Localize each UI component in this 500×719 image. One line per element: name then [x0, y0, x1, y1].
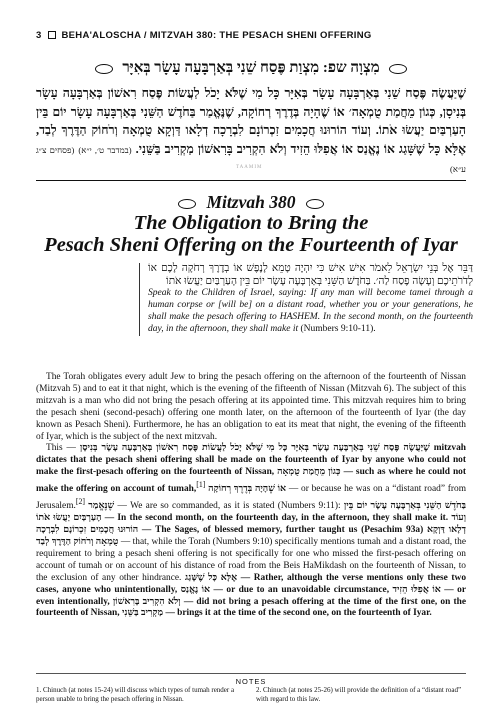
paragraph-2: This — שֶׁיַּעֲשֶׂה פֶּסַח שֵׁנִי בְּאַרְבָּעָה עָשָׂר בְּאִיָּר כָּל מִי שֶׁלֹּא יָכֹל לַעֲשׂוֹת פֶּסַח רִאשׁוֹן בְּאַרְבָּעָה עָשָׂר בְּנִיסָן mitzvah dictates that the pesach sheni offering shall be made on the fourteenth of Iyar by anyone who could not make the first-pesach offering on the fourteenth of Nissan, כְּגוֹן מֵחֲמַת טֻמְאָה — such as where he could not make the offering on account of tumah,[1] אוֹ שֶׁהָיָה בְּדֶרֶךְ רְחוֹקָה — or because he was on a “distant road” from Jerusalem.[2] שֶׁנֶּאֱמַר — We are so commanded, as it is stated (Numbers 9:11): בַּחֹדֶשׁ הַשֵּׁנִי בְּאַרְבָּעָה עָשָׂר יוֹם בֵּין הָעַרְבַּיִם יַעֲשׂוּ אֹתוֹ — In the second month, on the fourteenth day, in the afternoon, they shall make it. וְעוֹד הוֹרוּנוּ חֲכָמִים זִכְרוֹנָם לִבְרָכָה — The Sages, of blessed memory, further taught us (Pesachim 93a) דְלָאו דַּוְקָא טֻמְאָה וְרֹחוֹק הַדֶּרֶךְ לְבַד — that, while the Torah (Numbers 9:10) specifically mentions tumah and a distant road, the requirement to bring a pesach sheni offering is not specifically for one who missed the first-pesach offering on account of tumah or on account of his distance of road from the Beis HaMikdash on the fourteenth of Nissan, to the exclusion of any other hindrance. אֶלָּא כָּל שֶׁשָּׁגַג — Rather, although the verse mentions only these two cases, anyone who unintentionally, אוֹ נֶאֱנַס — or due to an unavoidable circumstance, אוֹ אֲפִלּוּ הֵזִיד — or even intentionally, וְלֹא הִקְרִיב בָּרִאשׁוֹן — did not bring a pesach offering at the time of the first one, on the fourteenth of Nissan, מַקְרִיב בַּשֵּׁנִי — brings it at the time of the second one, on the fourteenth of Iyar. [36, 443, 467, 619]
source-citation: (פסחים צ״ג ע״א) [36, 144, 466, 174]
text-run: — We are so commanded, as it is stated (Numbers 9:11): [117, 501, 341, 512]
ornament-icon [95, 64, 113, 74]
text-run: — such as where he could not make the offering on account of tumah, [36, 467, 466, 495]
title-line-2: Pesach Sheni Offering on the Fourteenth of Iyar [44, 234, 458, 256]
hebrew-phrase: וְלֹא הִקְרִיב בָּרִאשׁוֹן [112, 596, 181, 607]
ornament-icon [178, 199, 196, 209]
hebrew-phrase: בַּחֹדֶשׁ הַשֵּׁנִי בְּאַרְבָּעָה עָשָׂר יוֹם בֵּין הָעַרְבַּיִם יַעֲשׂוּ אֹתוֹ [36, 501, 467, 524]
text-run: This — [46, 443, 76, 454]
mitzvah-number-text: Mitzvah 380 [206, 192, 296, 212]
page-number: 3 [36, 30, 42, 41]
title-line-1: The Obligation to Bring the [133, 212, 369, 234]
hebrew-phrase: מַקְרִיב בַּשֵּׁנִי [121, 608, 164, 619]
mitzvah-title [36, 212, 466, 256]
hebrew-phrase: כְּגוֹן מֵחֲמַת טֻמְאָה [277, 467, 341, 478]
source-citation: (במדבר ט׳, י״א) [78, 144, 132, 155]
verse-english [148, 288, 473, 336]
ornament-icon [389, 64, 407, 74]
notes-heading: NOTES [36, 673, 466, 686]
hebrew-title-text: מִצְוָה שפ: מִצְוַת פֶּסַח שֵׁנִי בְּאַרְבָּעָה עָשָׂר בְּאִיָּר [122, 60, 380, 76]
mitzvah-number [36, 192, 466, 213]
note-1: 1. Chinuch (at notes 15-24) will discuss which types of tumah render a person unable to bring the pesach offering in Nissan. [36, 686, 235, 703]
text-run: — brings it at the time of the second one, on the fourteenth of Iyar. [165, 608, 432, 619]
verse-reference: (Numbers 9:10-11). [300, 323, 376, 334]
running-header [36, 30, 466, 41]
running-title: BEHA'ALOSCHA / MITZVAH 380: THE PESACH SHENI OFFERING [61, 30, 372, 41]
hebrew-phrase: וְעוֹד הוֹרוּנוּ חֲכָמִים זִכְרוֹנָם לִבְרָכָה [36, 513, 467, 536]
text-run: — In the second month, on the fourteenth day, in the afternoon, they shall make it. [104, 513, 449, 524]
verse-english-text: Speak to the Children of Israel, saying: If any man will become tamei through a human corpse or [will be] on a distant road, whether you or your generations, he shall make the pesach offering to HASHEM. In the second month, on the fourteenth day, in the afternoon, they shall make it [148, 288, 473, 334]
hebrew-phrase: שֶׁיַּעֲשֶׂה פֶּסַח שֵׁנִי בְּאַרְבָּעָה עָשָׂר בְּאִיָּר כָּל מִי שֶׁלֹּא יָכֹל לַעֲשׂוֹת פֶּסַח רִאשׁוֹן בְּאַרְבָּעָה עָשָׂר בְּנִיסָן [79, 443, 430, 454]
hebrew-phrase: אוֹ נֶאֱנַס [180, 584, 211, 595]
commentary-body [36, 372, 466, 620]
note-2: 2. Chinuch (at notes 25-26) will provide the definition of a “distant road” with regard to this law. [256, 686, 462, 703]
text-run: mitzvah dictates that the pesach sheni offering shall be made on the fourteenth of Iyar by anyone who could not make the first-pesach offering on the fourteenth of Nissan, [36, 443, 466, 478]
text-run: — or because he was on a “distant road” from Jerusalem. [36, 484, 466, 512]
divider [36, 180, 466, 181]
text-run: — or even intentionally, [36, 584, 467, 607]
notes-section [36, 686, 466, 704]
hebrew-phrase: אוֹ שֶׁהָיָה בְּדֶרֶךְ רְחוֹקָה [208, 484, 287, 495]
ornament-icon [306, 199, 324, 209]
paragraph-1: The Torah obligates every adult Jew to bring the pesach offering on the afternoon of the fourteenth of Nissan (Mitzvah 5) and to eat it that night, which is the evening of the fifteenth of Nissan (Mitzvah 6). The subject of this mitzvah is a man who did not bring the pesach offering at its appointed time. This mitzvah requires him to bring the pesach sheni (second-pesach) offering one month later, on the afternoon of the fourteenth of Iyar (the day known as Pesach Sheni). Furthermore, he has an obligation to eat its meat that night, the evening of the fifteenth of Iyar, which is the subject of the next mitzvah. [36, 372, 466, 442]
hebrew-paragraph: שֶׁיַּעֲשֶׂה פֶּסַח שֵׁנִי בְּאַרְבָּעָה עָשָׂר בְּאִיָּר כָּל מִי שֶׁלֹּא יָכֹל לַעֲשׂוֹת פֶּסַח רִאשׁוֹן בְּאַרְבָּעָה עָשָׂר בְּנִיסָן, כְּגוֹן מֵחֲמַת טֻמְאָה׳ אוֹ שֶׁהָיָה בְּדֶרֶךְ רְחוֹקָה, שֶׁנֶּאֱמַר בַּחֹדֶשׁ הַשֵּׁנִי בְּאַרְבָּעָה עָשָׂר יוֹם בֵּין הָעַרְבַּיִם יַעֲשׂוּ אֹתוֹ. וְעוֹד הוֹרוּנוּ חֲכָמִים זִכְרוֹנָם לִבְרָכָה דְלָאו דַּוְקָא טֻמְאָה וְרֹחוֹק הַדֶּרֶךְ לְבַד, אֶלָּא כָּל שֶׁשָּׁגַג אוֹ נֶאֱנַס אוֹ אֲפִלּוּ הֵזִיד וְלֹא הִקְרִיב בָּרִאשׁוֹן מַקְרִיב בַּשֵּׁנִי. [36, 86, 467, 156]
text-run: — that, while the Torah (Numbers 9:10) specifically mentions tumah and a distant road, the requirement to bring a pesach sheni offering is not specifically for one who missed the first-pesach offering on account of tumah or on account of his distance of road from the Beis HaMikdash on the fourteenth of Nissan, to the exclusion of any other hindrance. [36, 537, 467, 583]
verse-hebrew: דַּבֵּר אֶל בְּנֵי יִשְׂרָאֵל לֵאמֹר אִישׁ אִישׁ כִּי יִהְיֶה טָמֵא לָנֶפֶשׁ אוֹ בְדֶרֶךְ רְחֹקָה לָכֶם אוֹ לְדֹרֹתֵיכֶם וְעָשָׂה פֶסַח לַה׳. בַּחֹדֶשׁ הַשֵּׁנִי בְּאַרְבָּעָה עָשָׂר יוֹם בֵּין הָעַרְבַּיִם יַעֲשׂוּ אֹתוֹ [148, 263, 473, 287]
hebrew-mitzvah-title [36, 60, 466, 77]
hebrew-phrase: אֶלָּא כָּל שֶׁשָּׁגַג [185, 572, 238, 583]
text-run: — The Sages, of blessed memory, further taught us (Pesachim 93a) [141, 525, 424, 536]
verse-box [139, 263, 473, 336]
text-run: — Rather, although the verse mentions only these two cases, anyone who unintentionally, [36, 572, 467, 595]
text-run: — or due to an unavoidable circumstance, [213, 584, 390, 595]
stamp-watermark: TAAMIM [236, 165, 263, 170]
square-bullet-icon [48, 31, 56, 39]
hebrew-phrase: שֶׁנֶּאֱמַר [88, 501, 115, 512]
hebrew-phrase: אוֹ אֲפִלּוּ הֵזִיד [392, 584, 441, 595]
hebrew-phrase: דְלָאו דַּוְקָא טֻמְאָה וְרֹחוֹק הַדֶּרֶךְ לְבַד [36, 525, 467, 548]
text-run: — did not bring a pesach offering at the time of the first one, on the fourteenth of Nissan, [36, 596, 466, 619]
